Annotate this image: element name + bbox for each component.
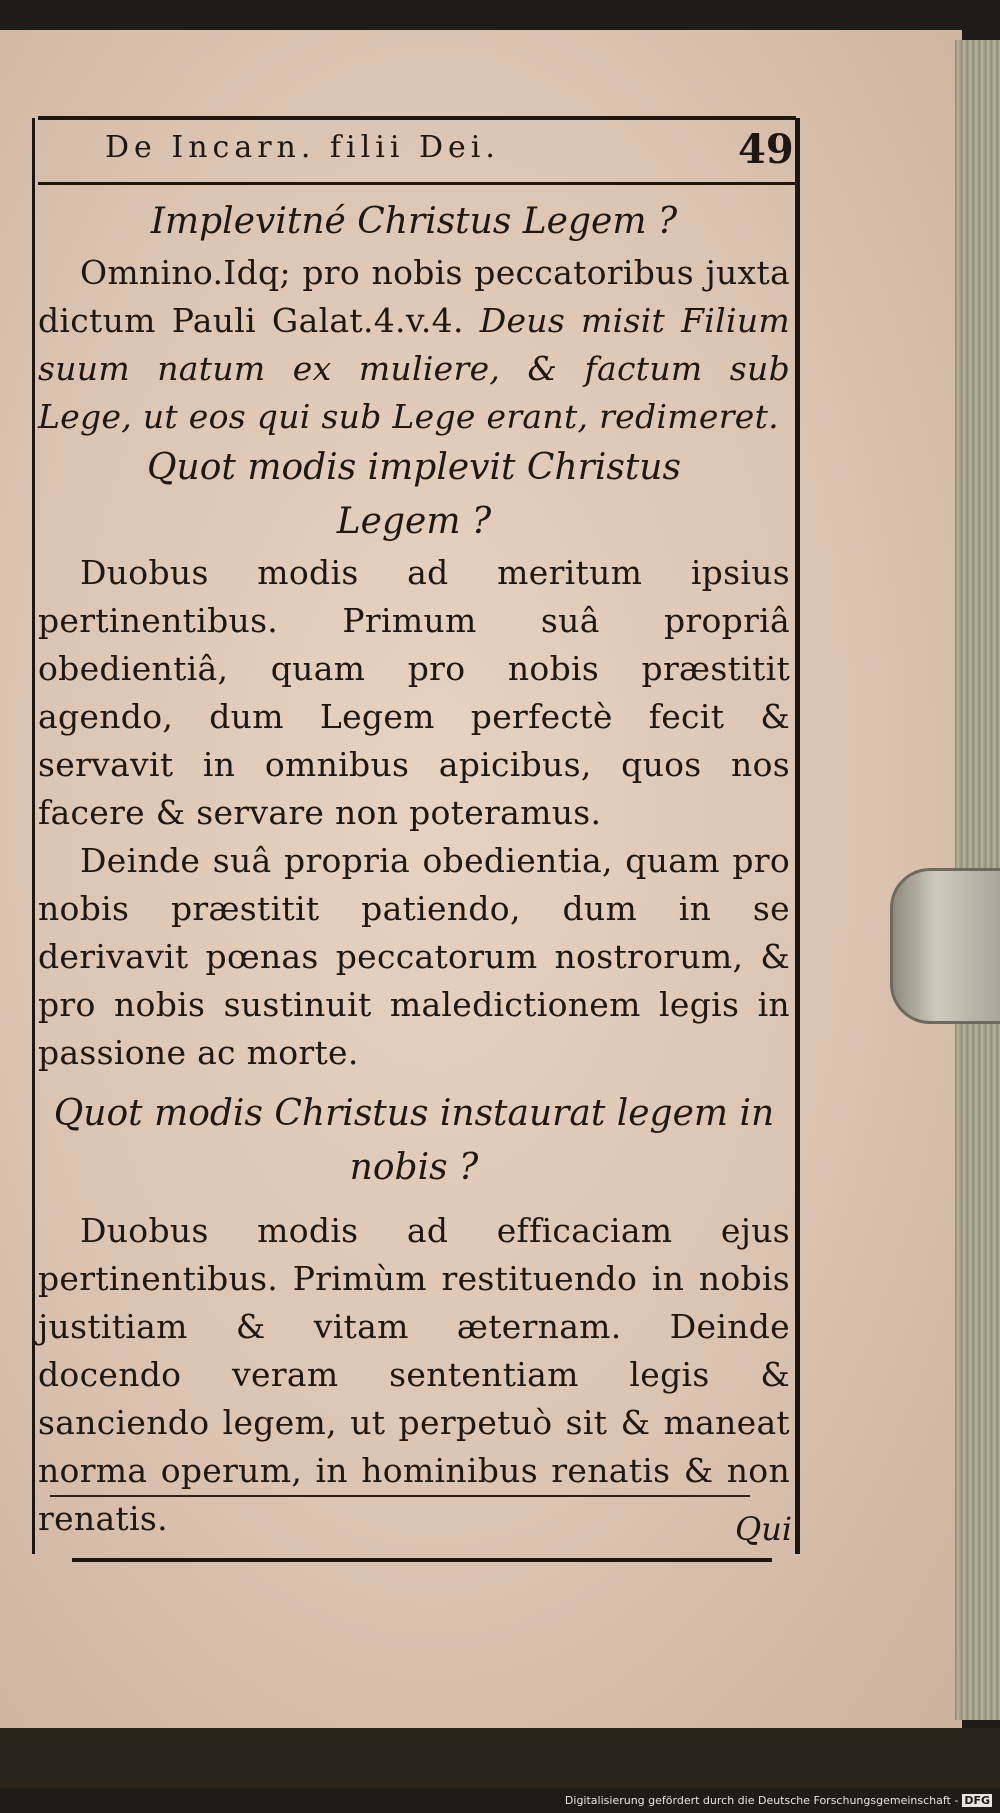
answer-2-paragraph-1: Duobus modis ad meritum ipsius pertinentibus. Primum suâ propriâ obedientiâ, quam pro nobis præstitit agendo, dum Legem perfectè fecit & servavit in omnibus apicibus, quos nos facere & servare non poteramus. (38, 553, 790, 832)
bottom-rule (50, 1495, 750, 1497)
question-3 (38, 1087, 790, 1195)
bottom-shadow (0, 1728, 1000, 1788)
question-3-line-2: nobis ? (349, 1147, 479, 1188)
header-rule (38, 182, 796, 185)
digitization-credit (565, 1794, 992, 1807)
question-2-line-1: Quot modis implevit Christus (147, 447, 681, 488)
running-head: De Incarn. filii Dei. (105, 130, 500, 165)
book-clasp (890, 868, 1000, 1024)
question-3-line-1: Quot modis Christus instaurat legem in (53, 1093, 775, 1134)
credit-text: Digitalisierung gefördert durch die Deutsche Forschungsgemeinschaft - (564, 1794, 959, 1807)
question-1: Implevitné Christus Legem ? (150, 201, 678, 242)
dfg-logo: DFG (964, 1794, 990, 1807)
answer-1-quotation: Deus misit Filium suum natum ex muliere, & factum sub Lege, ut eos qui sub Lege erant, redimeret. (38, 301, 790, 436)
question-2-line-2: Legem ? (336, 501, 492, 542)
footer-rule (72, 1558, 772, 1562)
page-number: 49 (738, 126, 794, 173)
question-2 (38, 441, 790, 549)
answer-2-paragraph-2: Deinde suâ propria obedientia, quam pro nobis præstitit patiendo, dum in se derivavit pœnas peccatorum nostrorum, & pro nobis sustinuit maledictionem legis in passione ac morte. (38, 841, 790, 1072)
answer-3: Duobus modis ad efficaciam ejus pertinentibus. Primùm restituendo in nobis justitiam & vitam æternam. Deinde docendo veram sententiam legis & sanciendo legem, ut perpetuò sit & maneat norma operum, in hominibus renatis & non renatis. (38, 1211, 790, 1538)
answer-1-plain: Omnino.Idq; pro nobis peccatoribus juxta dictum Pauli Galat.4.v.4. (38, 253, 790, 340)
answer-1 (38, 249, 790, 441)
text-block (38, 195, 790, 1543)
catchword: Qui (735, 1510, 793, 1548)
